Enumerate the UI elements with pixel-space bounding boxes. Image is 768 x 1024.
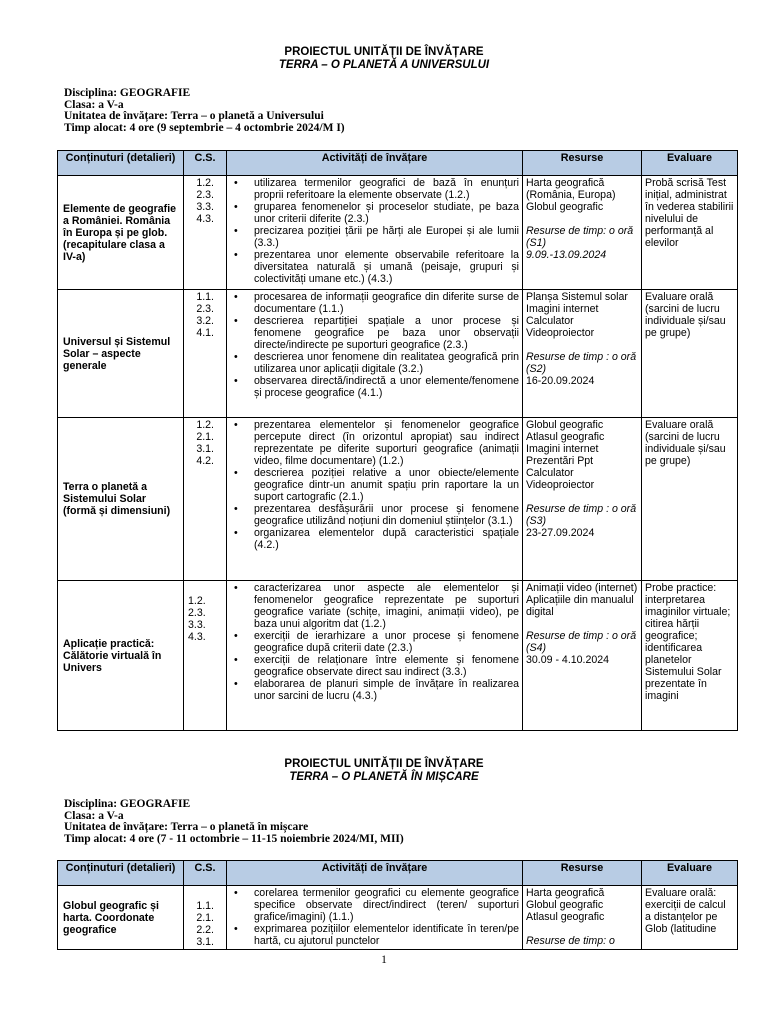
activity-item: • organizarea elementelor după caracteristici spațiale (4.2.): [230, 527, 519, 551]
header-activitati: Activități de învățare: [227, 861, 523, 886]
cs-cell: 1.1. 2.3. 3.2. 4.1.: [184, 290, 227, 418]
header-activitati: Activități de învățare: [227, 151, 523, 176]
evaluation-cell: Probe practice: interpretarea imaginilor virtuale; citirea hărții geografice; identificarea planetelor Sistemului Solar prezentate în imagini: [642, 581, 738, 731]
meta-line: Timp alocat: 4 ore (9 septembrie – 4 octombrie 2024/M I): [64, 121, 345, 134]
activities-cell: [227, 290, 523, 418]
unit2-meta: [64, 799, 404, 845]
table-row: [58, 886, 738, 950]
resources-cell: Harta geografică Globul geografic Atlasul geografic Resurse de timp: o: [523, 886, 642, 950]
meta-line: Unitatea de învățare: Terra – o planetă în mișcare: [64, 821, 309, 834]
cs-cell: 1.2. 2.3. 3.3. 4.3.: [184, 176, 227, 290]
meta-line: Disciplina: GEOGRAFIE: [64, 87, 191, 99]
evaluation-cell: Probă scrisă Test inițial, administrat în vederea stabilirii nivelului de performanță al elevilor: [642, 176, 738, 290]
page-number: 1: [381, 954, 387, 966]
header-evaluare: Evaluare: [642, 151, 738, 176]
header-evaluare: Evaluare: [642, 861, 738, 886]
content-cell: Terra o planetă a Sistemului Solar (formă și dimensiuni): [58, 418, 184, 581]
activity-item: • exprimarea pozițiilor elementelor identificate în teren/pe hartă, cu ajutorul punctelor: [230, 923, 519, 947]
activity-item: • observarea directă/indirectă a unor elemente/fenomene și procese geografice (4.1.): [230, 375, 519, 399]
activity-item: • gruparea fenomenelor și proceselor studiate, pe baza unor criterii diferite (2.3.): [230, 201, 519, 225]
header-cs: C.S.: [184, 151, 227, 176]
meta-line: Clasa: a V-a: [64, 98, 124, 111]
cs-cell: 1.2. 2.3. 3.3. 4.3.: [184, 581, 227, 731]
header-resurse: Resurse: [523, 151, 642, 176]
resources-cell: Harta geografică (România, Europa) Globul geografic Resurse de timp: o oră (S1) 9.09.-13.09.2024: [523, 176, 642, 290]
activity-item: • prezentarea desfășurării unor procese și fenomene geografice utilizând noțiuni din domeniul științelor (3.1.): [230, 503, 519, 527]
meta-line: Disciplina: GEOGRAFIE: [64, 798, 191, 810]
content-cell: Elemente de geografie a României. România în Europa și pe glob. (recapitulare clasa a IV-a): [58, 176, 184, 290]
resources-cell: Animații video (internet) Aplicațiile din manualul digital Resurse de timp : o oră (S4) 30.09 - 4.10.2024: [523, 581, 642, 731]
activity-item: • prezentarea elementelor și fenomenelor geografice percepute direct (în orizontul apropiat) sau indirect reprezentate pe diferite suporturi geografice (animații video, filme documentare) (1.2.): [230, 419, 519, 467]
unit1-title: [0, 46, 768, 72]
table-header-row: [58, 861, 738, 886]
activity-item: • caracterizarea unor aspecte ale elementelor și fenomenelor geografice reprezentate pe suporturi geografice variate (schițe, imagini, animații video), pe baza unui algoritm dat (1.2.): [230, 582, 519, 630]
header-resurse: Resurse: [523, 861, 642, 886]
activity-item: • procesarea de informații geografice din diferite surse de documentare (1.1.): [230, 291, 519, 315]
content-cell: Universul și Sistemul Solar – aspecte generale: [58, 290, 184, 418]
table-row: [58, 418, 738, 581]
unit2-heading: PROIECTUL UNITĂȚII DE ÎNVĂȚARE: [284, 758, 484, 770]
cs-cell: 1.2. 2.1. 3.1. 4.2.: [184, 418, 227, 581]
table-header-row: [58, 151, 738, 176]
evaluation-cell: Evaluare orală (sarcini de lucru individuale și/sau pe grupe): [642, 418, 738, 581]
activity-item: • elaborarea de planuri simple de învățare în realizarea unor sarcini de lucru (4.3.): [230, 678, 519, 702]
unit2-table: [57, 860, 738, 950]
meta-line: Clasa: a V-a: [64, 809, 124, 822]
cs-cell: 1.1. 2.1. 2.2. 3.1.: [184, 886, 227, 950]
unit2-title: [0, 758, 768, 784]
meta-line: Timp alocat: 4 ore (7 - 11 octombrie – 11-15 noiembrie 2024/MI, MII): [64, 832, 404, 845]
activities-cell: [227, 886, 523, 950]
activity-item: • corelarea termenilor geografici cu elemente geografice specifice observate direct/indirect (teren/ suporturi grafice/imagini) (1.1.): [230, 887, 519, 923]
resources-cell: Planșa Sistemul solar Imagini internet Calculator Videoproiector Resurse de timp : o oră (S2) 16-20.09.2024: [523, 290, 642, 418]
activity-item: • exerciții de ierarhizare a unor procese și fenomene geografice după criterii date (2.3.): [230, 630, 519, 654]
evaluation-cell: Evaluare orală: exerciții de calcul a distanțelor pe Glob (latitudine: [642, 886, 738, 950]
unit1-table: [57, 150, 738, 731]
header-continuturi: Conținuturi (detalieri): [58, 861, 184, 886]
activity-item: • descrierea poziției relative a unor obiecte/elemente geografice dintr-un anumit spațiu prin raportare la un suport cartografic (2.1.): [230, 467, 519, 503]
evaluation-cell: Evaluare orală (sarcini de lucru individuale și/sau pe grupe): [642, 290, 738, 418]
activity-item: • prezentarea unor elemente observabile referitoare la diversitatea naturală și umană (peisaje, grupuri și colectivități umane etc.) (4.3.): [230, 249, 519, 285]
unit1-subheading: TERRA – O PLANETĂ A UNIVERSULUI: [278, 59, 490, 71]
content-cell: Aplicație practică: Călătorie virtuală în Univers: [58, 581, 184, 731]
table-row: [58, 581, 738, 731]
activities-cell: [227, 418, 523, 581]
unit1-meta: [64, 88, 345, 134]
table-row: [58, 290, 738, 418]
header-continuturi: Conținuturi (detalieri): [58, 151, 184, 176]
activity-item: • descrierea unor fenomene din realitatea geografică prin utilizarea unor aplicații digitale (3.2.): [230, 351, 519, 375]
resources-cell: Globul geografic Atlasul geografic Imagini internet Prezentări Ppt Calculator Videoproiector Resurse de timp : o oră (S3) 23-27.09.2024: [523, 418, 642, 581]
activities-cell: [227, 176, 523, 290]
header-cs: C.S.: [184, 861, 227, 886]
content-cell: Globul geografic și harta. Coordonate geografice: [58, 886, 184, 950]
activity-item: • exerciții de relaționare între elemente și fenomene geografice observate direct sau indirect (3.3.): [230, 654, 519, 678]
activities-cell: [227, 581, 523, 731]
unit2-subheading: TERRA – O PLANETĂ ÎN MIȘCARE: [289, 771, 479, 783]
activity-item: • descrierea repartiției spațiale a unor procese și fenomene geografice pe baza unor observații directe/indirecte pe suporturi geografice (2.3.): [230, 315, 519, 351]
table-row: [58, 176, 738, 290]
activity-item: • utilizarea termenilor geografici de bază în enunțuri proprii referitoare la elemente observate (1.2.): [230, 177, 519, 201]
unit1-heading: PROIECTUL UNITĂȚII DE ÎNVĂȚARE: [284, 46, 484, 58]
meta-line: Unitatea de învățare: Terra – o planetă a Universului: [64, 110, 324, 123]
activity-item: • precizarea poziției țării pe hărți ale Europei și ale lumii (3.3.): [230, 225, 519, 249]
